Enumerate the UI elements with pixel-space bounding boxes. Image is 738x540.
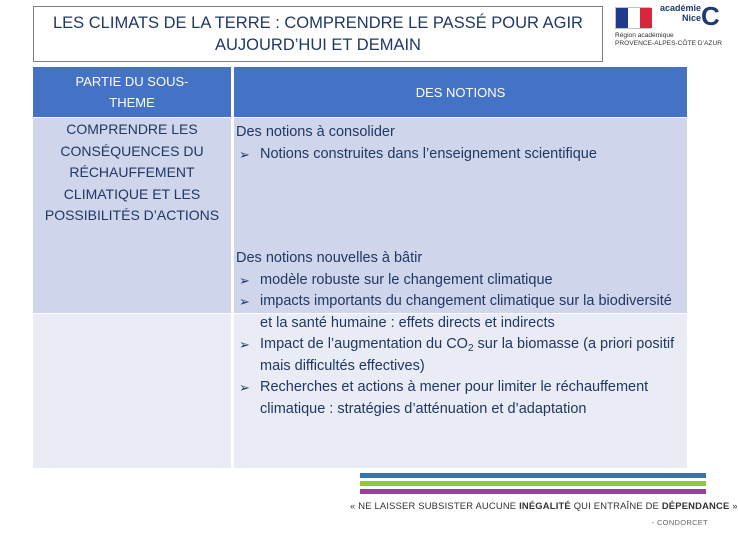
list-item <box>236 291 676 334</box>
arrow-bullet-icon: ➢ <box>239 272 250 288</box>
logo-word-academie: académie <box>659 3 701 13</box>
subtheme-line: POSSIBILITÉS D’ACTIONS <box>44 207 220 223</box>
list-item-text <box>260 336 674 374</box>
blue-bar <box>360 473 706 478</box>
decorative-bars <box>360 473 706 497</box>
header-subtheme-line2: THEME <box>109 95 155 110</box>
slogan-part: » <box>729 500 738 511</box>
logo-subtitle <box>615 32 722 48</box>
notions-consolider-block <box>236 122 676 165</box>
french-flag-icon <box>615 7 651 29</box>
subtheme-line: RÉCHAUFFEMENT <box>69 164 195 180</box>
co2-text: Impact de l’augmentation du CO <box>260 336 468 352</box>
arrow-bullet-icon: ➢ <box>239 380 250 395</box>
co2-subscript: 2 <box>467 343 474 354</box>
logo-emblem-icon: C <box>701 1 720 31</box>
list-item-text: impacts importants du changement climatique sur la biodiversité et la santé humaine : effets directs et indirects <box>260 293 672 331</box>
logo-word-nice: Nice <box>681 13 701 23</box>
slogan-part: « NE LAISSER SUBSISTER AUCUNE <box>350 500 520 511</box>
arrow-bullet-icon: ➢ <box>239 146 250 162</box>
green-bar <box>360 481 706 486</box>
subtheme-line: COMPRENDRE LES <box>66 121 198 137</box>
list-item <box>236 334 676 377</box>
academie-logo <box>613 1 722 48</box>
slogan-part: QUI ENTRAÎNE DE <box>570 500 662 511</box>
logo-sub-line2: PROVENCE-ALPES-CÔTE D’AZUR <box>615 40 722 47</box>
slogan-bold-part: DÉPENDANCE <box>661 500 730 511</box>
co2-rest-text: sur la biomasse (a priori positif mais difficultés effectives) <box>260 336 675 374</box>
slide-title <box>33 6 603 62</box>
arrow-bullet-icon: ➢ <box>239 337 250 352</box>
subtheme-line: CLIMATIQUE ET LES <box>63 185 201 202</box>
list-item-text: Notions construites dans l’enseignement scientifique <box>260 145 597 162</box>
footer-slogan <box>350 500 738 511</box>
slide-title-line1: LES CLIMATS DE LA TERRE : COMPRENDRE LE PASSÉ POUR AGIR <box>53 14 583 32</box>
footer-credit: - CONDORCET <box>651 518 708 527</box>
list-item-text: modèle robuste sur le changement climatique <box>260 271 553 288</box>
header-subtheme-line1: PARTIE DU SOUS- <box>75 74 189 89</box>
logo-sub-line1: Région académique <box>615 32 674 39</box>
slide-title-line2: AUJOURD’HUI ET DEMAIN <box>215 36 421 54</box>
header-subtheme <box>33 67 231 117</box>
header-notions-label: DES NOTIONS <box>415 84 506 100</box>
notions-table <box>33 67 687 468</box>
slogan-bold-part: INÉGALITÉ <box>519 500 571 511</box>
subtheme-line: CONSÉQUENCES DU <box>60 142 204 159</box>
row2-left-cell <box>33 314 231 468</box>
notions-nouvelles-heading: Des notions nouvelles à bâtir <box>236 250 423 266</box>
notions-consolider-heading: Des notions à consolider <box>236 124 395 140</box>
purple-bar <box>360 489 706 494</box>
list-item <box>236 144 676 166</box>
list-item-text: Recherches et actions à mener pour limiter le réchauffement climatique : stratégies d’atténuation et d’adaptation <box>260 379 649 417</box>
arrow-bullet-icon: ➢ <box>239 294 250 309</box>
logo-wordmark <box>657 3 701 23</box>
subtheme-text <box>33 119 231 227</box>
list-item <box>236 270 676 292</box>
notions-nouvelles-block <box>236 248 676 420</box>
list-item <box>236 377 676 420</box>
header-notions <box>234 67 687 117</box>
